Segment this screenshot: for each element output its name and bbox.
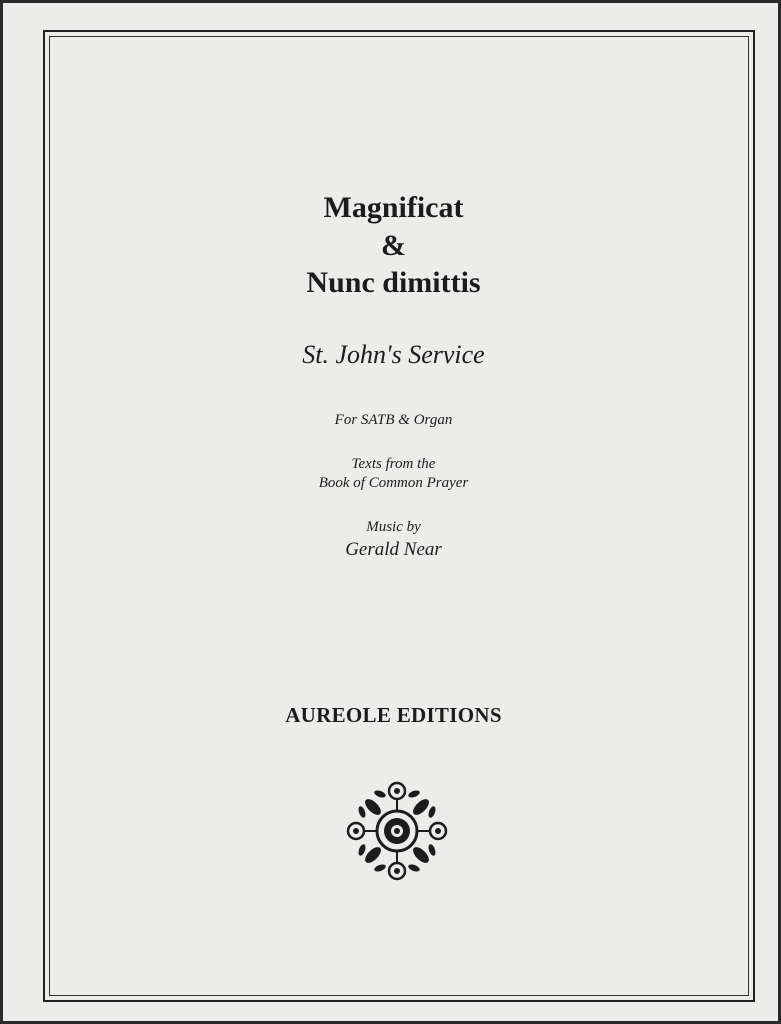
scoring-line: For SATB & Organ xyxy=(334,412,453,428)
title-magnificat: Magnificat xyxy=(323,191,464,224)
music-by-label: Music by xyxy=(366,519,421,535)
title-nunc-dimittis: Nunc dimittis xyxy=(306,266,481,299)
publisher-name: AUREOLE EDITIONS xyxy=(285,703,502,727)
service-name: St. John's Service xyxy=(302,340,485,369)
composer-name: Gerald Near xyxy=(345,539,442,560)
texts-source-line2: Book of Common Prayer xyxy=(318,475,469,491)
floral-ornament-icon xyxy=(344,778,450,884)
texts-source-line1: Texts from the xyxy=(351,456,436,472)
title-ampersand: & xyxy=(381,229,406,262)
